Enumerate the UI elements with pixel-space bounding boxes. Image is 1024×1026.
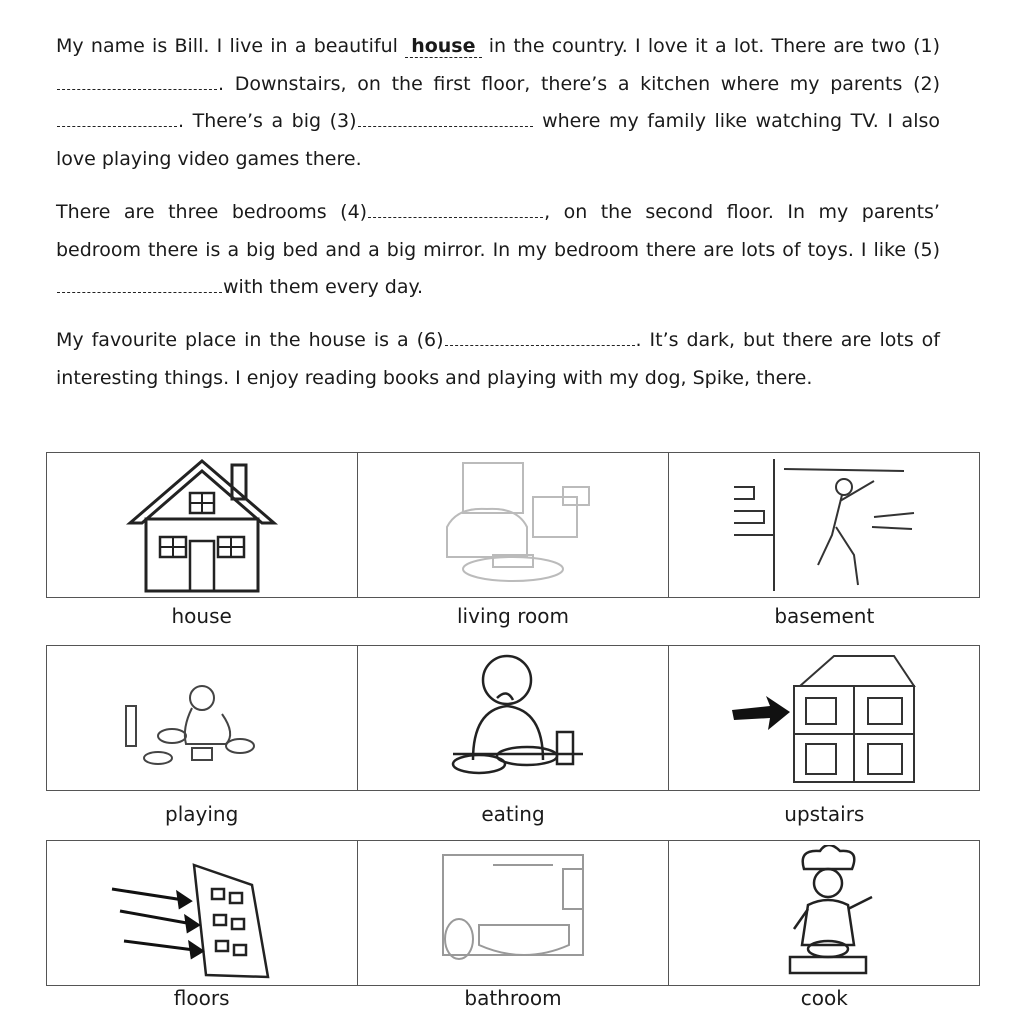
label-upstairs: upstairs [784,802,865,826]
blank-3[interactable] [358,125,533,127]
p1-text-a: My name is Bill. I live in a beautiful [56,35,406,57]
picture-row-3 [46,840,980,986]
floors-icon [102,845,302,981]
blank-2[interactable] [57,125,177,127]
playing-icon [102,650,302,786]
paragraph-2 [56,194,940,307]
cell-living-room [358,453,669,597]
label-bathroom: bathroom [464,986,562,1010]
cell-playing [47,646,358,790]
labels-row-1 [46,604,980,628]
house-icon [102,457,302,593]
cell-eating [358,646,669,790]
eating-icon [413,650,613,786]
paragraph-1 [56,28,940,178]
cook-icon [724,845,924,981]
cell-cook [669,841,979,985]
p3-text-a: My favourite place in the house is a (6) [56,329,444,351]
label-house: house [171,604,232,628]
p2-text-b: , on the second floor. In my parents’ bedroom there is a big bed and a big mirror. In my bedroom there are lots of toys. I like (5) [56,201,940,261]
basement-icon [724,457,924,593]
p1-text-b: in the country. I love it a lot. There are two (1) [481,35,940,57]
blank-6[interactable] [445,344,635,346]
p1-text-c: . Downstairs, on the first floor, there’s a kitchen where my parents (2) [218,72,940,95]
cell-upstairs [669,646,979,790]
label-eating: eating [481,802,545,826]
picture-row-1 [46,452,980,598]
cell-bathroom [358,841,669,985]
p1-text-d: . There’s a big (3) [178,110,357,132]
p1-text-e: where my family like watching TV. I also love playing video games there. [56,110,940,170]
labels-row-3 [46,986,980,1010]
bathroom-icon [413,845,613,981]
picture-row-2 [46,645,980,791]
label-floors: floors [173,986,230,1010]
blank-1[interactable] [57,88,217,90]
label-basement: basement [774,604,875,628]
blank-4[interactable] [368,216,543,218]
labels-row-2 [46,802,980,826]
label-cook: cook [800,986,848,1010]
answer-blank-example[interactable]: house [405,35,481,58]
cell-floors [47,841,358,985]
p2-text-c: with them every day. [223,276,424,298]
blank-5[interactable] [57,291,222,293]
cell-basement [669,453,979,597]
living-room-icon [413,457,613,593]
cell-house [47,453,358,597]
label-playing: playing [165,802,239,826]
label-living-room: living room [457,604,569,628]
upstairs-icon [724,650,924,786]
p2-text-a: There are three bedrooms (4) [56,201,368,223]
paragraph-3 [56,322,940,397]
p3-text-b: . It’s dark, but there are lots of interesting things. I enjoy reading books and playing with my dog, Spike, there. [56,329,940,389]
